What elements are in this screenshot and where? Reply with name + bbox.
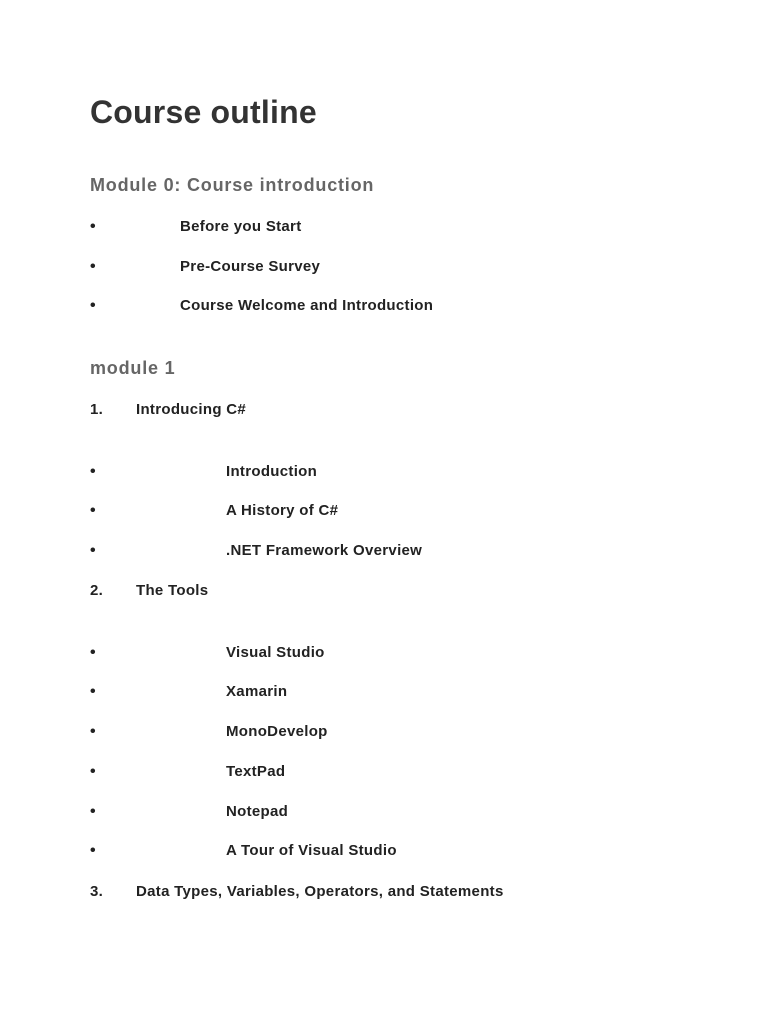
bullet-icon: • [90, 683, 96, 700]
section-number: 1. [90, 401, 104, 418]
page-title: Course outline [90, 94, 317, 130]
bullet-icon: • [90, 218, 96, 235]
section-number: 3. [90, 883, 104, 900]
list-item [0, 683, 768, 703]
section-title: Data Types, Variables, Operators, and Statements [136, 883, 504, 900]
list-item [0, 542, 768, 562]
bullet-icon: • [90, 763, 96, 780]
list-item-text: A Tour of Visual Studio [226, 842, 397, 859]
list-item [0, 258, 768, 278]
section-heading [0, 883, 768, 903]
bullet-icon: • [90, 644, 96, 661]
list-item [0, 297, 768, 317]
list-item-text: .NET Framework Overview [226, 542, 423, 559]
list-item-text: Course Welcome and Introduction [180, 297, 434, 314]
list-item [0, 763, 768, 783]
section-heading [0, 582, 768, 602]
section-heading [0, 401, 768, 421]
bullet-icon: • [90, 258, 96, 275]
list-item-text: TextPad [226, 763, 286, 780]
list-item [0, 723, 768, 743]
module-1-heading: module 1 [90, 358, 176, 378]
list-item-text: Before you Start [180, 218, 302, 235]
list-item [0, 502, 768, 522]
list-item [0, 218, 768, 238]
section-number: 2. [90, 582, 104, 599]
bullet-icon: • [90, 723, 96, 740]
list-item-text: Notepad [226, 803, 289, 820]
list-item [0, 644, 768, 664]
list-item [0, 463, 768, 483]
bullet-icon: • [90, 542, 96, 559]
bullet-icon: • [90, 842, 96, 859]
list-item-text: Visual Studio [226, 644, 325, 661]
bullet-icon: • [90, 297, 96, 314]
bullet-icon: • [90, 463, 96, 480]
list-item [0, 803, 768, 823]
list-item-text: Introduction [226, 463, 318, 480]
bullet-icon: • [90, 502, 96, 519]
list-item [0, 842, 768, 862]
list-item-text: Pre-Course Survey [180, 258, 321, 275]
section-title: Introducing C# [136, 401, 247, 418]
bullet-icon: • [90, 803, 96, 820]
list-item-text: Xamarin [226, 683, 288, 700]
module-0-heading: Module 0: Course introduction [90, 175, 375, 195]
section-title: The Tools [136, 582, 209, 599]
list-item-text: A History of C# [226, 502, 339, 519]
list-item-text: MonoDevelop [226, 723, 328, 740]
